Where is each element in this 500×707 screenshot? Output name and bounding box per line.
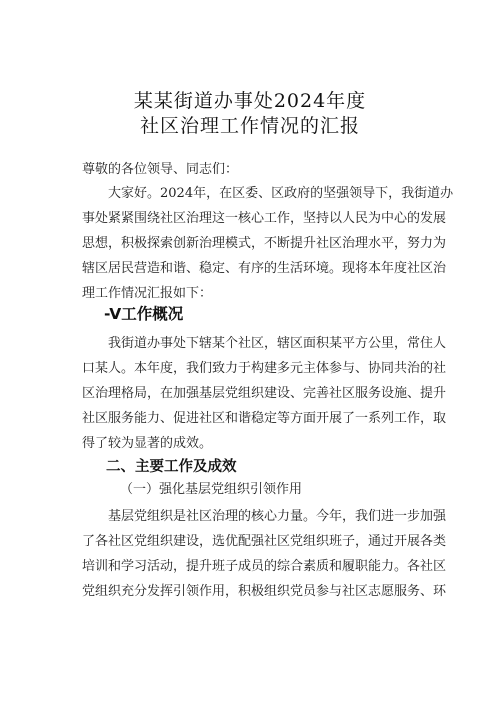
paragraph-line: 培训和学习活动，提升班子成员的综合素质和履职能力。各社区 [82, 559, 447, 574]
document-title-line-1: 某某街道办事处2024年度 [133, 90, 367, 112]
salutation [82, 157, 436, 182]
paragraph-line: 社区服务能力、促进社区和谐稳定等方面开展了一系列工作，取 [82, 411, 447, 426]
paragraph-line: 得了较为显著的成效。 [82, 436, 213, 451]
paragraph-line: 基层党组织是社区治理的核心力量。今年，我们进一步加强 [108, 509, 447, 524]
paragraph-line: 大家好。2024年，在区委、区政府的坚强领导下，我街道办 [108, 186, 454, 201]
paragraph-line: 事处紧紧围绕社区治理这一核心工作，坚持以人民为中心的发展 [82, 211, 447, 226]
paragraph-line: 理工作情况汇报如下： [82, 286, 213, 301]
section-heading-2: 二、主要工作及成效 [106, 459, 237, 475]
intro-paragraph [82, 181, 454, 306]
paragraph-line: 我街道办事处下辖某个社区，辖区面积某平方公里，常住人 [108, 336, 447, 351]
paragraph-line: 思想，积极探索创新治理模式，不断提升社区治理水平，努力为 [82, 236, 447, 251]
salutation-text: 尊敬的各位领导、同志们： [82, 162, 239, 177]
subsection1-paragraph [82, 504, 447, 604]
subsection-heading-1: （一）强化基层党组织引领作用 [120, 482, 303, 497]
section1-paragraph [82, 331, 447, 456]
paragraph-line: 了各社区党组织建设，选优配强社区党组织班子，通过开展各类 [82, 534, 447, 549]
paragraph-line: 辖区居民营造和谐、稳定、有序的生活环境。现将本年度社区治 [82, 261, 447, 276]
document-title-line-2: 社区治理工作情况的汇报 [139, 115, 360, 137]
section-heading-1: -V工作概况 [104, 305, 184, 323]
paragraph-line: 党组织充分发挥引领作用，积极组织党员参与社区志愿服务、环 [82, 584, 447, 599]
paragraph-line: 区治理格局，在加强基层党组织建设、完善社区服务设施、提升 [82, 386, 447, 401]
paragraph-line: 口某人。本年度，我们致力于构建多元主体参与、协同共治的社 [82, 361, 447, 376]
